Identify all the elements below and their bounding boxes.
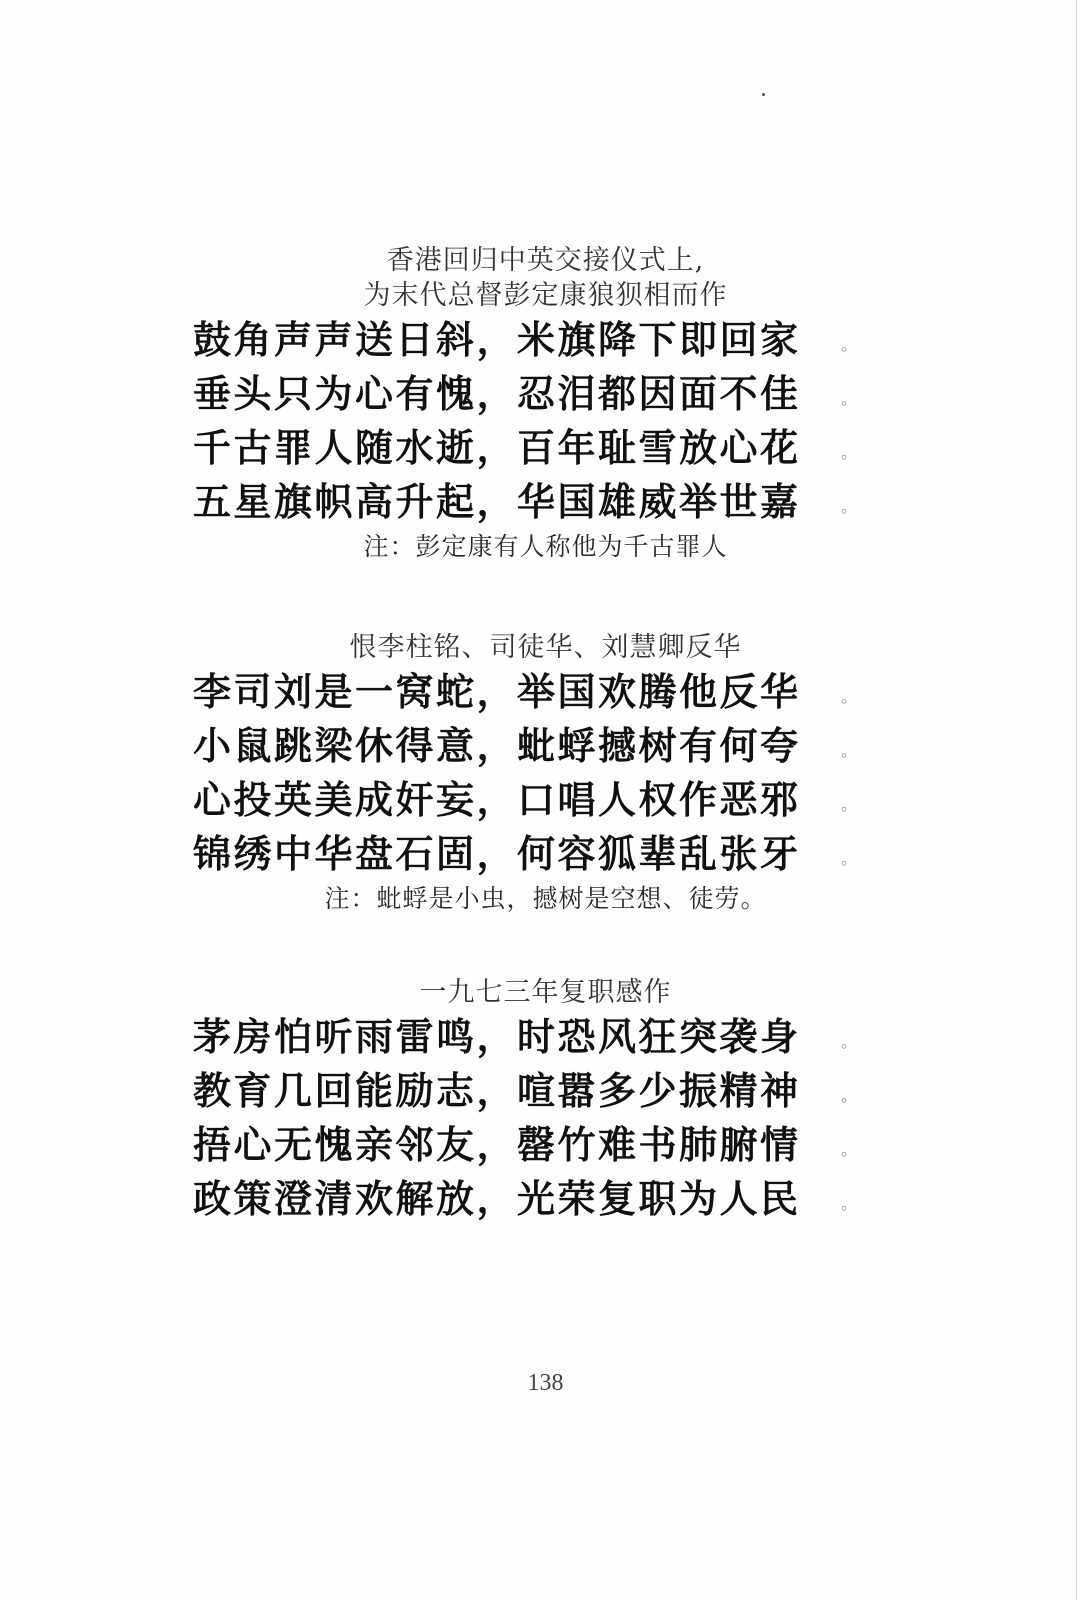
- verse-end-mark: 。: [841, 1140, 858, 1159]
- verse-end-mark: 。: [841, 1032, 858, 1051]
- verse-line: [193, 1064, 858, 1118]
- verse-line: [193, 313, 858, 367]
- verse-end-mark: 。: [841, 335, 858, 354]
- verse-line: [193, 1118, 858, 1172]
- verse-text: 千古罪人随水逝，百年耻雪放心花: [193, 426, 801, 470]
- verse-text: 李司刘是一窝蛇，举国欢腾他反华: [193, 670, 801, 714]
- verse-line: [193, 827, 858, 881]
- verse-end-mark: 。: [841, 443, 858, 462]
- verse-text: 捂心无愧亲邻友，罄竹难书肺腑情: [193, 1123, 801, 1167]
- verse-text: 教育几回能励志，喧嚣多少振精神: [193, 1069, 801, 1113]
- poem-hong-kong-handover: [0, 243, 1091, 565]
- verse-end-mark: 。: [841, 1086, 858, 1105]
- verse-line: [193, 665, 858, 719]
- poem-title-line: 为末代总督彭定康狼狈相而作: [363, 280, 728, 311]
- poem-1973-reinstatement: [0, 975, 1091, 1226]
- verse-end-mark: 。: [841, 389, 858, 408]
- poem-title-line: 恨李柱铭、司徒华、刘慧卿反华: [349, 632, 742, 663]
- verse-end-mark: 。: [841, 849, 858, 868]
- verse-text: 茅房怕听雨雷鸣，时恐风狂突袭身: [193, 1015, 801, 1059]
- verse-end-mark: 。: [841, 687, 858, 706]
- poem-note: 注：蚍蜉是小虫，撼树是空想、徒劳。: [324, 884, 767, 913]
- verse-line: [193, 475, 858, 529]
- verse-text: 锦绣中华盘石固，何容狐辈乱张牙: [193, 832, 801, 876]
- poem-note: 注：彭定康有人称他为千古罪人: [363, 532, 728, 561]
- verse-line: [193, 1172, 858, 1226]
- verse-end-mark: 。: [841, 1194, 858, 1213]
- verse-line: [193, 421, 858, 475]
- poem-title-line: 香港回归中英交接仪式上,: [386, 245, 705, 276]
- verse-text: 小鼠跳梁休得意，蚍蜉撼树有何夸: [193, 724, 801, 768]
- verse-text: 五星旗帜高升起，华国雄威举世嘉: [193, 480, 801, 524]
- verse-text: 鼓角声声送日斜，米旗降下即回家: [193, 318, 801, 362]
- poem-title-line: 一九七三年复职感作: [419, 977, 672, 1008]
- verse-end-mark: 。: [841, 795, 858, 814]
- page-number: 138: [527, 1370, 564, 1396]
- verse-text: 政策澄清欢解放，光荣复职为人民: [193, 1177, 801, 1221]
- verse-line: [193, 773, 858, 827]
- verse-line: [193, 719, 858, 773]
- verse-end-mark: 。: [841, 741, 858, 760]
- verse-line: [193, 367, 858, 421]
- verse-text: 心投英美成奸妄，口唱人权作恶邪: [193, 778, 801, 822]
- verse-end-mark: 。: [841, 497, 858, 516]
- verse-text: 垂头只为心有愧，忍泪都因面不佳: [193, 372, 801, 416]
- scan-speck: [762, 93, 765, 96]
- poem-anti-china-critique: [0, 630, 1091, 917]
- verse-line: [193, 1010, 858, 1064]
